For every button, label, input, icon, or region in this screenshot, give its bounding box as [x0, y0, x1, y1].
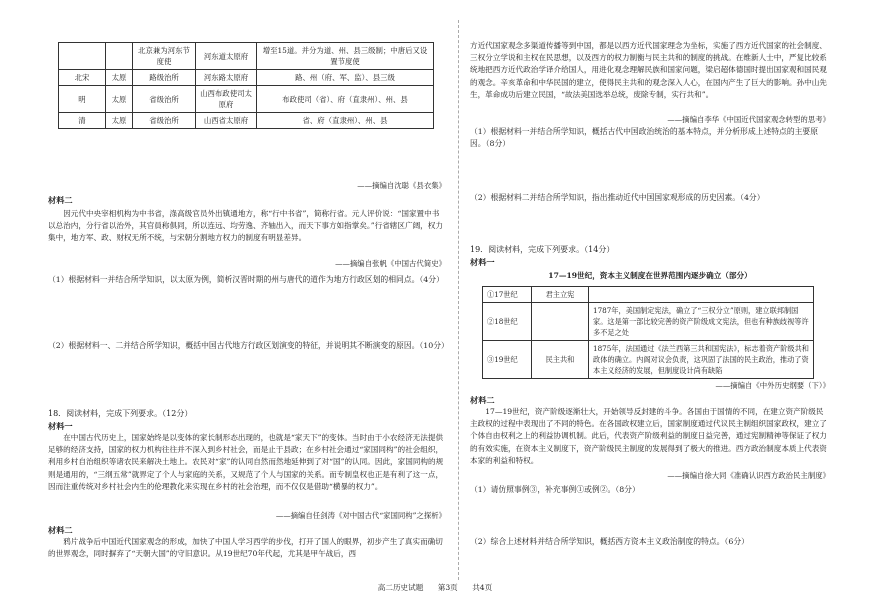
table-source: ——摘编自沈聪《县衣集》	[357, 181, 446, 190]
cell-capital	[106, 43, 133, 70]
q18-material2-label: 材料二	[48, 525, 73, 535]
cell-office: 北京兼为河东节度使	[133, 43, 196, 70]
q18-material1-label: 材料一	[48, 421, 73, 431]
cell-event: 1787年，美国制定宪法，确立了“三权分立”原则，建立联邦制国家。这是第一部比较完善的资产阶级成文宪法，但也有种族歧视等许多不足之处	[589, 303, 814, 341]
cell-dynasty: 明	[59, 86, 106, 113]
q19-material2-text: 17—19世纪，资产阶级逐渐壮大，开始领导反封建的斗争。各国由于国情的不同，在建立资产阶级民主政权的过程中表现出了不同的特色。在各国政权建立后，国家制度通过代议民主制组织国家政权，建立了个体自由权利之上的利益协调机制。此后，代表资产阶级利益的制度日益完善，通过宪制精神等保证了权力的有效实施，在资本主义制度下，资产阶级民主制度的发展得到了极大的推进。西方政治制度本质上代表资本家的利益和特权。	[470, 407, 827, 465]
cell-dynasty: 北宋	[59, 70, 106, 86]
capitalism-table	[482, 286, 814, 379]
q18-material2-text: 鸦片战争后中国近代国家观念的形成，加快了中国人学习西学的步伐，打开了国人的眼界，初步产生了真实而确切的世界观念，同时摒弃了“天朝大国”的守旧意识。从19世纪70年代起，尤其是甲午战后，西	[48, 537, 443, 559]
material2-text: 因元代中央宰相机构为中书省，涤高级官员外出镇通地方，称“行中书省”，简称行省。元人评价说：“国家置中书以总治内，分行省以治外，其官員称俱同，所以连远、均劳逸、齐轴出入，而天下事方如指掌矣。”行省辖区广阔，权力集中，地方军、政、财权无所不统，与宋朝分割地方权力的制度有明显差异。	[48, 209, 443, 243]
question-19-1: （1）请仿照事例③，补充事例①或例②。（8分）	[470, 485, 640, 494]
cell-system: 路级治所	[133, 70, 196, 86]
cell-system	[532, 303, 589, 341]
cell-century: ①17世纪	[483, 287, 532, 303]
question-18-1: （1）根据材料一并结合所学知识，概括古代中国政治统治的基本特点，并分析形成上述特点的主要原因。（8分）	[470, 127, 819, 149]
cell-dynasty	[59, 43, 106, 70]
table-row	[483, 303, 814, 341]
q18-material2-continued: 方近代国家观念多渠道传播等到中国，都是以西方近代国家理念为坐标，实施了西方近代国家的社会制度、三权分立学说和主权在民思想，以及西方的权力制衡与民主共和的制度的挑战。在维新人士中，严复比较系统地把西方近代政治学译介给国人，用进化观念理解民族和国家问题，梁启超体德国时提出国家观和国民观的观念。辛亥革命和中华民国的建立，使得民主共和的观念深入人心，在国内产生了巨大的影响。孙中山先生，革命成功后建立民国，“故法美国选举总统，废除专制，实行共和”。	[470, 41, 827, 99]
page-footer	[0, 582, 870, 593]
question-17-1: （1）根据材料一并结合所学知识，以太原为例，简析汉晋时期的州与唐代的道作为地方行政区划的相同点。（4分）	[48, 275, 444, 284]
question-18-2: （2）根据材料二并结合所学知识，指出推动近代中国国家观形成的历史因素。（4分）	[470, 193, 765, 202]
table-row	[59, 43, 434, 70]
table-row	[483, 287, 814, 303]
cell-office2: 山西省太原府	[196, 113, 257, 129]
material2-source: ——摘编自张帆《中国古代简史》	[335, 259, 446, 268]
cell-office2: 河东道太原府	[196, 43, 257, 70]
cell-capital: 太原	[106, 70, 133, 86]
table-row	[59, 70, 434, 86]
q18-material1-source: ——摘编自任剑涛《对中国古代“家国同构”之探析》	[275, 511, 446, 520]
cell-area: 布政使司（省）、府（直隶州）、州、县	[257, 86, 434, 113]
cell-system: 君主立宪	[532, 287, 589, 303]
footer-page: 第3页	[437, 583, 458, 592]
cell-event: 1875年，法国通过《法兰西第三共和国宪法》，标志着资产阶级共和政体的确立。内阁对议会负责，这巩固了法国的民主政治，推动了资本主义经济的发展，但制度设计尚有缺陷	[589, 341, 814, 379]
q19-table-caption: 17—19世纪，资本主义制度在世界范围内逐步确立（部分）	[548, 271, 752, 280]
q18-material2-source: ——摘编自李华《中国近代国家观念转型的思考》	[667, 115, 830, 124]
q18-material1-text: 在中国古代历史上，国家始终是以变体的家长制形态出现的，也就是“家天下”的变体。当时由于小农经济无法提供足够的经济支持，国家的权力机构往往并不深入到乡村社会，而是止于县政；在乡村社会通过“家国同构”的社会组织，利用乡村自治组织等诸农民来解决土地上。农民对“家”的认同自然而然地延伸到了对“国”的认同。因此，家国同构的规则是通用的，“三纲五常”就界定了个人与家庭的关系，又规范了个人与国家的关系。而专制皇权也正是有利了这一点，因而注重传统对乡村社会内生的伦理教化来实现在乡村的社会治理，而不仅仅是借助“横暴的权力”。	[48, 433, 444, 491]
question-19-2: （2）综合上述材料并结合所学知识，概括西方资本主义政治制度的特点。（6分）	[470, 537, 749, 546]
cell-system: 民主共和	[532, 341, 589, 379]
cell-capital: 太原	[106, 113, 133, 129]
question-18-title: 18．阅读材料，完成下列要求。（12分）	[48, 409, 193, 418]
material2-label: 材料二	[48, 195, 73, 205]
admin-division-table	[58, 42, 434, 129]
q19-material1-label: 材料一	[470, 257, 495, 267]
cell-event	[589, 287, 814, 303]
cell-area: 路、州（府、军、监）、县三级	[257, 70, 434, 86]
table-row	[483, 341, 814, 379]
q19-material2-source: ——摘编自徐大同《准确认识西方政治民主制度》	[667, 471, 830, 480]
footer-subject: 高二历史试题	[377, 583, 424, 592]
q19-material2-label: 材料二	[470, 395, 495, 405]
cell-area: 增至15道。并分为道、州、县三级制；中唐后又设置节度使	[257, 43, 434, 70]
cell-century: ③19世纪	[483, 341, 532, 379]
cell-capital: 太原	[106, 86, 133, 113]
table-row	[59, 113, 434, 129]
cell-area: 省、府（直隶州）、州、县	[257, 113, 434, 129]
question-17-2: （2）根据材料一、二并结合所学知识，概括中国古代地方行政区划演变的特征，并说明其不断演变的原因。（10分）	[48, 341, 449, 350]
cell-dynasty: 清	[59, 113, 106, 129]
column-divider	[458, 20, 459, 580]
table-row	[59, 86, 434, 113]
q19-table-source: ——摘编自《中外历史纲要（下）》	[715, 381, 830, 390]
footer-total: 共4页	[472, 583, 493, 592]
cell-system: 省级治所	[133, 113, 196, 129]
question-19-title: 19．阅读材料，完成下列要求。（14分）	[470, 245, 615, 254]
cell-office2: 河东路太原府	[196, 70, 257, 86]
cell-office2: 山西布政使司太原府	[196, 86, 257, 113]
cell-system: 省级治所	[133, 86, 196, 113]
cell-century: ②18世纪	[483, 303, 532, 341]
